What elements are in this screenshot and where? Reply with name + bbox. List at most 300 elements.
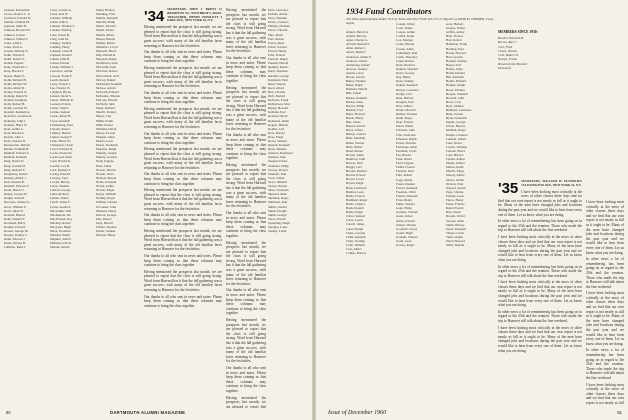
name-entry: Morse, Frederick xyxy=(96,143,118,148)
name-entry: Maguire, John F. xyxy=(50,237,72,242)
name-entry: Drake, Howard xyxy=(396,107,416,112)
name-entry: Bell, Stuart xyxy=(346,120,361,125)
name-entry: Phillips, Norman xyxy=(268,24,290,29)
name-entry: French, Sherman xyxy=(396,193,418,198)
name-entry: Sears, William xyxy=(268,179,287,184)
name-entry: Marsh, Walter xyxy=(96,28,115,33)
name-entry: Lawson, Frank E. xyxy=(50,73,73,78)
name-entry: Dodge, Carl xyxy=(396,91,412,96)
name-entry: Scott, Walter xyxy=(268,175,285,180)
name-entry: Berry, Alfred xyxy=(346,128,363,133)
name-entry: Kimball, Roger xyxy=(446,128,466,133)
name-entry: Moulton, Ralph xyxy=(96,147,117,152)
name-entry: Newell, Ward xyxy=(96,171,114,176)
name-entry: Landon, Sterling xyxy=(50,28,72,33)
name-entry: Barker, Kenneth xyxy=(346,95,367,100)
name-entry: Pike, Albert xyxy=(268,32,284,37)
name-entry: Dennis, Kenneth xyxy=(396,83,418,88)
name-entry: Bailey, Thomas xyxy=(346,79,366,84)
name-entry: Hall, Robert xyxy=(446,38,462,43)
name-entry: Morse, Walter xyxy=(446,177,465,182)
name-entry: Alpert, Herbert xyxy=(346,50,366,55)
name-entry: Agan, Charles G. xyxy=(346,38,369,43)
name-entry: Bullard, Leon xyxy=(346,189,364,194)
name-entry: Cook, Walter xyxy=(396,26,413,31)
notes-paragraph: Having mentioned the prospects last month, we are pleased to report that xyxy=(226,395,266,408)
name-entry: Kelley, Francis X. xyxy=(4,89,28,94)
name-entry: Karp, Harold S. xyxy=(4,69,25,74)
name-entry: Norris, Arthur xyxy=(96,184,115,189)
name-entry: Crosby, Allen xyxy=(396,46,414,51)
name-entry: Dean, Stanley xyxy=(396,79,414,84)
name-entry: Flint, Robert xyxy=(396,173,413,178)
name-entry: Smith, Chester xyxy=(268,204,287,209)
class-officers: SECRETARY, JOHN J. BRENT 12 BRIGHTON ST., WINTHROP 2, MASS. TREASURER, HENRY HOWLETT 4 PARK AVE., NEW YORK 16, N.Y. xyxy=(167,8,222,23)
name-entry: McDonald, Kenneth xyxy=(96,81,123,86)
name-entry: Bartlett, Ford xyxy=(346,107,364,112)
name-entry: Rich, Donald xyxy=(268,93,285,98)
contributor-column-3 xyxy=(446,22,492,247)
name-entry: Morgan, Allen xyxy=(96,134,115,139)
name-entry: Beach, Henry xyxy=(346,115,364,120)
name-entry: Lapham, Donald xyxy=(50,53,72,58)
name-entry: Graham, Charles xyxy=(396,234,418,239)
name-entry: Cooper, Arthur xyxy=(396,30,416,35)
name-entry: Haskell, Stanley xyxy=(446,58,467,63)
notes-paragraph: I have been looking most critically at the news of other classes these days and we find that our own report is not nearly as full as it ought to be. Many of the men have changed jobs and locations during the past year and we would like to hear from every one of them. Let us know what you are doing. xyxy=(586,200,624,255)
name-entry: Carter, Ralph xyxy=(346,226,364,231)
name-entry: Sherman, Roger xyxy=(268,196,289,201)
name-entry: Rowell, David xyxy=(446,214,465,219)
name-entry: Cobb, William xyxy=(346,242,365,247)
name-entry: Burke, Francis xyxy=(346,193,365,198)
name-entry: Lindsay, Harold xyxy=(50,130,71,135)
name-entry: Gray, Herbert xyxy=(446,22,464,26)
name-entry: Ingalls, George xyxy=(446,120,466,125)
name-entry: Holmes, Ralph xyxy=(446,83,466,88)
name-entry: Davis, George xyxy=(396,71,415,76)
name-entry: Nichols, Paul xyxy=(446,181,464,186)
name-entry: Deceased xyxy=(498,66,511,71)
name-entry: Keith, Richard W. xyxy=(4,81,28,86)
name-entry: McCormick, Arch xyxy=(96,73,120,78)
name-entry: Page, Harold xyxy=(96,220,113,225)
name-entry: Lanning, Harry xyxy=(50,44,70,49)
name-entry: Bishop, Arnold xyxy=(346,132,366,137)
name-entry: Richards, Frank xyxy=(268,98,289,103)
name-entry: McAllister, John xyxy=(96,61,118,66)
magazine-name: DARTMOUTH ALUMNI MAGAZINE xyxy=(110,410,186,415)
name-entry: Pierce, Vincent xyxy=(268,28,288,33)
name-entry: Maxwell, Bruce xyxy=(96,48,117,53)
name-entry: Baldwin, Harold xyxy=(346,87,368,92)
notes-paragraph: Having mentioned the prospects last month, we are pleased to report that the class is still going strong. Word from Harvard has it that the fall gathering was a great success, with many of the old familiar faces returning to Hanover for the festivities. xyxy=(144,147,222,170)
name-entry: Kuntz, Robert B. xyxy=(4,241,26,246)
name-entry: Dow, Gilbert xyxy=(396,103,413,108)
name-entry: Howe, Carl xyxy=(446,99,461,104)
name-entry: Buck, Frederick xyxy=(346,185,367,190)
notes-paragraph: Our thanks to all who sent in news and notes. Please keep them coming so that these columns may continue to bring the class together. xyxy=(226,55,266,83)
name-entry: Briggs, Carl xyxy=(346,165,362,170)
name-entry: Ladd, Alan W. xyxy=(50,12,69,17)
name-entry: McNally, John xyxy=(96,102,115,107)
name-entry: Emerson, Ralph xyxy=(396,136,417,141)
name-column-3 xyxy=(96,8,140,237)
name-entry: Larsen, Harold xyxy=(50,61,70,66)
notes-paragraph: Our thanks to all who sent in news and notes. Please keep them coming so that these columns may continue to bring the class together. xyxy=(226,133,266,161)
name-entry: Lyman, Walter xyxy=(50,196,69,201)
class-notes-column xyxy=(226,8,266,408)
name-entry: Kuhn, Edward J. xyxy=(4,237,26,242)
name-entry: MacFarland, Roy xyxy=(50,216,73,221)
name-entry: Page, Charles xyxy=(446,189,464,194)
name-entry: Clark, Sterling xyxy=(346,238,365,243)
name-entry: Knight, Clarence xyxy=(446,132,468,137)
name-entry: Shepard, Allen xyxy=(268,192,287,197)
name-entry: Potter, Edward xyxy=(268,44,287,49)
name-entry: Kent, Arthur S. xyxy=(4,126,24,131)
name-entry: Knox, William E. xyxy=(4,204,27,209)
name-entry: Quimby, Robert xyxy=(268,65,289,70)
name-entry: Nelson, Harold xyxy=(96,167,116,172)
name-entry: Simmons, Karl xyxy=(268,200,288,205)
name-entry: Meyer, Carl xyxy=(96,114,112,119)
name-entry: Leonard, Edwin xyxy=(50,102,71,107)
name-entry: Jones, Eben G. xyxy=(4,44,24,49)
name-entry: Noble, Kenneth xyxy=(96,179,117,184)
name-entry: Lacey, Joseph A. xyxy=(50,8,72,12)
name-entry: Loeb, Harold R. xyxy=(50,159,71,164)
name-entry: Howard, John xyxy=(446,95,464,100)
name-entry: Dana, Richard xyxy=(396,62,415,67)
name-entry: Mills, Robert xyxy=(96,122,114,127)
name-entry: Kinsley, Arthur J. xyxy=(4,175,27,180)
name-entry: Kimball, Edward G. xyxy=(4,151,30,156)
name-entry: Rice, Charles xyxy=(268,89,286,94)
name-entry: Perkins, Arthur xyxy=(268,12,288,17)
name-entry: Hood, Thomas xyxy=(446,87,465,92)
name-entry: Sawyer, Allen xyxy=(446,218,464,223)
name-entry: Brown, Ray C. xyxy=(498,40,518,45)
name-entry: Leary, Francis J. xyxy=(50,81,72,86)
notes-paragraph: I have been looking most critically at the news of other classes these days and we find that our own report is not nearly as full xyxy=(586,382,624,405)
notes-paragraph: Having mentioned the prospects last month, we are pleased to report that the class is still going strong. Word from Harvard has it that the fall gathering was a great success, with many of the old familiar faces returning to Hanover for the festivities. xyxy=(144,269,222,293)
name-entry: Brooks, Richard xyxy=(346,169,367,174)
name-entry: Lowell, Harvey xyxy=(50,179,71,184)
name-entry: Smith, George xyxy=(268,212,287,217)
name-entry: Russell, Kenneth xyxy=(268,143,290,148)
name-entry: Crane, Harold xyxy=(396,42,415,47)
name-entry: Daniels, Wendell xyxy=(396,67,418,72)
name-entry: Leavitt, Norman xyxy=(446,144,468,149)
name-entry: Norton, Edgar xyxy=(96,188,115,193)
name-entry: Robinson, Keith xyxy=(268,118,289,123)
name-entry: Collins, Harvey xyxy=(346,251,367,256)
notes-paragraph: Having mentioned the prospects last month, we are pleased to report that the class is still going strong. Word from Harvard has it that the fall gathering was a great success, with many of the old familiar faces returning to Hanover for the festivities. xyxy=(144,106,222,130)
name-entry: Maynard, Ralph xyxy=(96,57,117,62)
notes-paragraph: Our thanks to all who sent in news and notes. Please keep them coming so that these columns may continue to bring the class together. xyxy=(226,288,266,316)
name-entry: Johnson, Wilbur S. xyxy=(4,36,29,41)
name-entry: Bacon, Gerald xyxy=(346,75,365,80)
notes-paragraph: Our thanks to all who sent in news and notes. Please keep them coming so that these columns may continue to bring the class together. xyxy=(144,131,222,145)
name-entry: Gould, Hugh xyxy=(396,230,413,235)
name-entry: Austin, Leroy xyxy=(346,70,364,75)
name-entry: Marble, Kenneth xyxy=(96,16,118,21)
name-entry: McCarthy, Paul xyxy=(96,65,116,70)
name-column-1 xyxy=(4,8,48,250)
name-entry: Stanley, Frank xyxy=(268,229,287,234)
name-entry: Tuttle, Ralph xyxy=(446,234,463,239)
name-entry: Blake, Warren xyxy=(346,140,365,145)
name-entry: Leach, Russell xyxy=(50,77,69,82)
name-entry: Rand, Sherman xyxy=(268,69,288,74)
name-entry: Harding, Paul xyxy=(446,46,464,51)
name-entry: King, David W. xyxy=(4,159,25,164)
name-entry: Raymond, Paul xyxy=(268,77,288,82)
name-entry: Ripley, Howard xyxy=(268,106,289,111)
name-entry: Allen, Robert J. xyxy=(346,46,367,51)
name-entry: Koerner, Harold xyxy=(4,212,25,217)
name-entry: Cole, Robert D. xyxy=(498,53,519,58)
name-entry: Harris, Howard xyxy=(446,50,466,55)
fund-title: 1934 Fund Contributors xyxy=(346,6,432,16)
name-entry: Bowen, Allen xyxy=(346,152,364,157)
name-entry: Conant, Irving xyxy=(396,22,415,26)
name-entry: Sanders, Alan xyxy=(268,155,286,160)
class-officers: SECRETARY, WILLIAM W. FUNDELIUS 15 LEXINGTON AVE., NEW YORK 10, N.Y. xyxy=(521,180,582,187)
name-entry: Bradford, John xyxy=(346,156,366,161)
name-entry: Brewer, Paul xyxy=(346,161,363,165)
name-entry: Sprague, Louis xyxy=(268,224,288,229)
name-entry: Laidlaw, William xyxy=(50,16,73,21)
name-entry: Ryan, Thomas xyxy=(268,147,287,152)
name-entry: Fisher, Everett xyxy=(396,165,415,170)
name-entry: McClure, Robert xyxy=(96,69,118,74)
name-entry: Morris, Leon xyxy=(96,139,113,143)
name-entry: Brown, Everett xyxy=(346,173,366,178)
name-entry: Jacobson, Edward D. xyxy=(4,16,32,21)
name-entry: Lee, Charles W. xyxy=(50,85,71,90)
name-entry: Koch, Albert E. xyxy=(4,208,25,213)
name-entry: Roberts, David xyxy=(268,114,288,119)
page-number: 80 xyxy=(6,410,11,415)
name-entry: Lincoln, Bruce xyxy=(446,148,466,153)
name-entry: Peck, Lawrence xyxy=(268,8,289,12)
notes-paragraph: Our thanks to all who sent in news and notes. Please keep them coming so that these columns may continue to bring the class together. xyxy=(226,365,266,393)
name-entry: Rand, Everett xyxy=(446,206,464,211)
name-entry: Hazen, Allen xyxy=(446,67,463,72)
name-entry: Randall, George xyxy=(268,73,289,78)
name-entry: Pratt, Francis xyxy=(268,53,285,58)
name-entry: Kirk, Donald B. xyxy=(4,179,25,184)
name-entry: Moody, Albert xyxy=(446,173,465,178)
name-entry: Kellum, Douglass xyxy=(4,98,28,103)
name-entry: Dole, Herbert xyxy=(396,95,414,100)
name-entry: Leighton, Byron xyxy=(50,89,72,94)
name-entry: Blair, Marshall xyxy=(346,136,366,141)
name-entry: Dyer, Francis xyxy=(396,120,414,125)
notes-paragraph: Having mentioned the prospects last month, we are pleased to report that the class is still going strong. Word from Harvard has it that the fall gathering was a great success, with many of the old familiar faces returning to Hanover for the festivities. xyxy=(226,8,266,54)
name-entry: King, Gordon H. xyxy=(4,163,26,168)
name-entry: Sawyer, Robert xyxy=(268,167,288,172)
name-entry: Bates, Howard xyxy=(346,111,365,116)
notes-paragraph: Having mentioned the prospects last month, we are pleased to report that the class is still going strong. Word from Harvard has it that the fall gathering was a great success, with many of the old familiar faces returning to Hanover for the festivities. xyxy=(226,240,266,286)
name-entry: Hooper, Wendell xyxy=(446,91,468,96)
name-entry: Moore, Everett xyxy=(96,130,116,135)
name-entry: Root, Harold xyxy=(268,130,285,135)
name-entry: Osborn, George xyxy=(96,212,117,217)
name-entry: Edwards, John xyxy=(396,128,415,133)
name-entry: Malone, Arthur xyxy=(50,245,70,250)
name-entry: Lenox, William R. xyxy=(50,98,74,103)
name-entry: Otis, Robert xyxy=(96,216,112,221)
name-entry: Kortlandt, Harry xyxy=(4,220,26,225)
name-entry: Freeman, Ward xyxy=(396,189,416,194)
name-entry: Livingston, Clyde xyxy=(50,143,74,148)
name-entry: Kern, Harold A. xyxy=(4,130,25,135)
notes-paragraph: I have been looking most critically at the news of other classes these days and we find that our own report is not nearly as full as it ought to be. Many of the men have changed jobs and locations during the past year and we would like to hear from every one of them. Let us know what you are doing. xyxy=(498,234,582,262)
name-entry: Kresge, Stanley S. xyxy=(4,233,28,238)
name-entry: Klein, Harold J. xyxy=(4,188,25,193)
name-entry: Brown, Lloyd xyxy=(346,177,364,182)
name-entry: Knapp, George H. xyxy=(4,192,28,197)
name-entry: Matthews, Lloyd xyxy=(96,44,118,49)
name-entry: MacKay, Robert xyxy=(50,220,72,225)
name-entry: Adams, Barclay xyxy=(346,34,367,39)
name-entry: Loomis, Lee B. xyxy=(50,163,70,168)
name-entry: McCoy, Daniel xyxy=(96,77,116,82)
name-entry: Murray, Gordon xyxy=(96,155,117,160)
name-entry: Putnam, Harold xyxy=(268,61,289,66)
name-entry: Lauder, William J. xyxy=(50,65,74,70)
name-entry: Hunt, Everett xyxy=(446,112,464,117)
name-entry: Carey, Lewis xyxy=(346,218,363,223)
name-entry: Krause, George M. xyxy=(4,229,29,234)
name-entry: Fogg, Arthur xyxy=(396,177,413,182)
name-entry: Gibbs, Edward xyxy=(396,218,416,223)
name-entry: Brother, Edward H. xyxy=(498,36,524,40)
notes-paragraph: I have been looking most critically at the news of other classes these days and we find that our own report is not nearly as full as it ought to be. Many of the men have changed jobs and locations during the past year and we would like to hear from every one of them. Let us know what you are doing. xyxy=(498,280,582,308)
name-entry: Hubbard, Lawrence xyxy=(446,107,472,112)
name-entry: Keller, Allen M. xyxy=(4,85,25,90)
name-entry: O'Connor, John xyxy=(96,204,116,209)
name-entry: Lynch, James F. xyxy=(50,200,71,205)
name-entry: Lyman, Arthur xyxy=(446,157,465,162)
name-entry: Kidd, Charles H. xyxy=(4,139,26,143)
name-entry: Kemp, Gordon W. xyxy=(4,106,28,111)
name-entry: Burnham, Roger xyxy=(346,197,368,202)
name-entry: Locke, Frederick xyxy=(50,151,72,156)
name-entry: Griffin, Arthur xyxy=(446,30,465,35)
name-entry: Lyons, Austin P. xyxy=(50,204,71,209)
name-entry: Baker, Ralph xyxy=(346,83,363,88)
name-entry: Lund, Richard xyxy=(50,192,69,197)
name-entry: Ellis, Frederick xyxy=(396,132,416,137)
name-entry: Merrill, Edgar xyxy=(446,169,465,174)
name-entry: Dunn, Roger xyxy=(396,116,413,121)
name-entry: Madden, Walter xyxy=(50,233,71,238)
name-entry: MacLean, Hugh xyxy=(50,224,71,229)
class-notes-column xyxy=(144,8,222,408)
fund-subtitle: 255 Gifts (Participation Index 76.2%) Total Gifts $5,779.00 (93.7% of Objective) JOHN D. O'BRIEN, Class Agent xyxy=(346,17,494,26)
name-entry: Carroll, James xyxy=(346,222,365,227)
name-entry: Jordan, Sterling W. xyxy=(4,48,29,53)
name-entry: Lawrence, Arthur xyxy=(50,69,73,74)
name-entry: Anderson, Arthur E. xyxy=(346,54,372,59)
notes-paragraph: Our thanks to all who sent in news and notes. Please keep them coming so that these columns may continue to bring the class together. xyxy=(144,90,222,105)
name-entry: Saunders, Philip xyxy=(268,163,289,168)
name-entry: Lloyd, Edward R. xyxy=(50,147,73,152)
name-entry: Neal, Alden xyxy=(96,163,112,168)
name-entry: Abbott, Harold A. xyxy=(346,30,370,34)
notes-paragraph: Having mentioned the prospects last month, we are pleased to report that the class is still going strong. Word from Harvard has it that the fall gathering was a great success, with many of the old familiar faces returning to Hanover for the festivities. xyxy=(226,163,266,209)
name-entry: Keith, Richard H. xyxy=(4,77,27,82)
name-entry: Kendall, Kenneth A. xyxy=(4,110,31,115)
name-entry: Kestler, John J. xyxy=(4,134,24,139)
notes-paragraph: In other news a lot of remembering has been going on in regard to the 25th and the reunion. Those who made the trip to Hanover still talk about the fine weekend. xyxy=(586,257,624,289)
name-entry: McGrath, Edward xyxy=(96,89,120,94)
name-entry: McKenna, Thomas xyxy=(96,93,121,98)
name-entry: Lane, Ernest B. xyxy=(50,32,70,37)
name-entry: Nichols, Barton xyxy=(96,175,117,180)
name-entry: Ball, Ernest xyxy=(346,91,362,96)
members-box xyxy=(498,30,568,70)
name-entry: Kahrl, Robert E. xyxy=(4,57,26,62)
name-entry: Cutler, Robert xyxy=(396,58,415,63)
notes-paragraph: Having mentioned the prospects last month, we are pleased to report that the class is still going strong. Word from Harvard has it that the fall gathering was a great success, with many of the old familiar faces returning to Hanover for the festivities. xyxy=(144,188,222,211)
name-entry: Bryant, Hugh xyxy=(346,181,364,186)
contributor-column-2 xyxy=(396,22,442,247)
notes-paragraph: Our thanks to all who sent in news and notes. Please keep them coming so that these columns may continue to bring the class together. xyxy=(144,253,222,268)
name-entry: Parsons, Henry xyxy=(96,233,116,238)
notes-paragraph: I have been looking most critically at the news of other classes these days and we find that our own report is not nearly as full as it ought to be. Many of the men have changed jobs and locations during the past year and we would like to hear from every one of them. Let us know what you are doing. xyxy=(498,189,582,217)
name-entry: Mason, Keith xyxy=(446,165,464,170)
name-entry: Eaton, Walter xyxy=(396,124,414,129)
name-entry: Day, Henry xyxy=(396,75,411,80)
name-entry: Fairbanks, Allen xyxy=(396,144,418,149)
name-entry: Evans, Norman xyxy=(396,140,416,145)
name-entry: Ward, Howard xyxy=(446,238,465,243)
name-entry: Butler, Edgar xyxy=(346,210,364,215)
members-title: MEMBERS SINCE 1930: xyxy=(498,30,538,34)
name-entry: Perry, Wendell xyxy=(268,16,287,21)
name-entry: Jeppson, Allen H. xyxy=(4,24,27,29)
name-entry: Field, Eugene xyxy=(396,161,414,166)
name-entry: Perkins, Leon xyxy=(446,193,464,198)
name-entry: Marsh, Gilbert xyxy=(446,161,465,166)
name-entry: Mahoney, David xyxy=(50,241,72,246)
name-entry: Mitchell, David xyxy=(96,126,117,131)
name-entry: Keene, Henry E. xyxy=(4,73,26,78)
name-entry: Loring, Edward xyxy=(50,171,71,176)
notes-paragraph: Having mentioned the prospects last month, we are pleased to report that the class is still going strong. Word from Harvard has it that the fall gathering was a great success, with many of the old familiar faces returning to Hanover for the festivities. xyxy=(144,25,222,48)
name-entry: Kahn, Warren S. xyxy=(4,53,26,58)
name-entry: Aldrich, Russell F. xyxy=(346,42,370,47)
name-entry: Smith, Harvey xyxy=(446,222,465,227)
name-column-2 xyxy=(50,8,94,250)
members-list xyxy=(498,36,568,70)
notes-paragraph: Having mentioned the prospects last month, we are pleased to report that the class is still going strong. Word from Harvard has it that the fall gathering was a great success, with many of the old familiar faces returning to Hanover for the festivities. xyxy=(144,228,222,252)
name-entry: Hill, Kenneth xyxy=(446,75,464,80)
name-entry: Palmer, Thomas xyxy=(96,224,117,229)
notes-paragraph: I have been looking most critically at the news of other classes these days and we find that our own report is not nearly as full as it ought to be. Many of the men have changed jobs and locations during the past year and we would like to hear from every one of them. Let us know what you are doing. xyxy=(498,325,582,353)
name-entry: Mead, Richard xyxy=(96,106,115,111)
name-entry: Lerner, Morris xyxy=(50,106,69,111)
name-entry: Reed, Albert xyxy=(268,85,285,90)
notes-paragraph: In other news a lot of remembering has been going on in regard to the 25th and the reunion. Those who made the trip to Hanover still talk about the fine weekend. xyxy=(498,219,582,233)
name-entry: Marks, Edward xyxy=(96,24,116,29)
name-entry: Rogers, Herbert xyxy=(268,122,289,127)
